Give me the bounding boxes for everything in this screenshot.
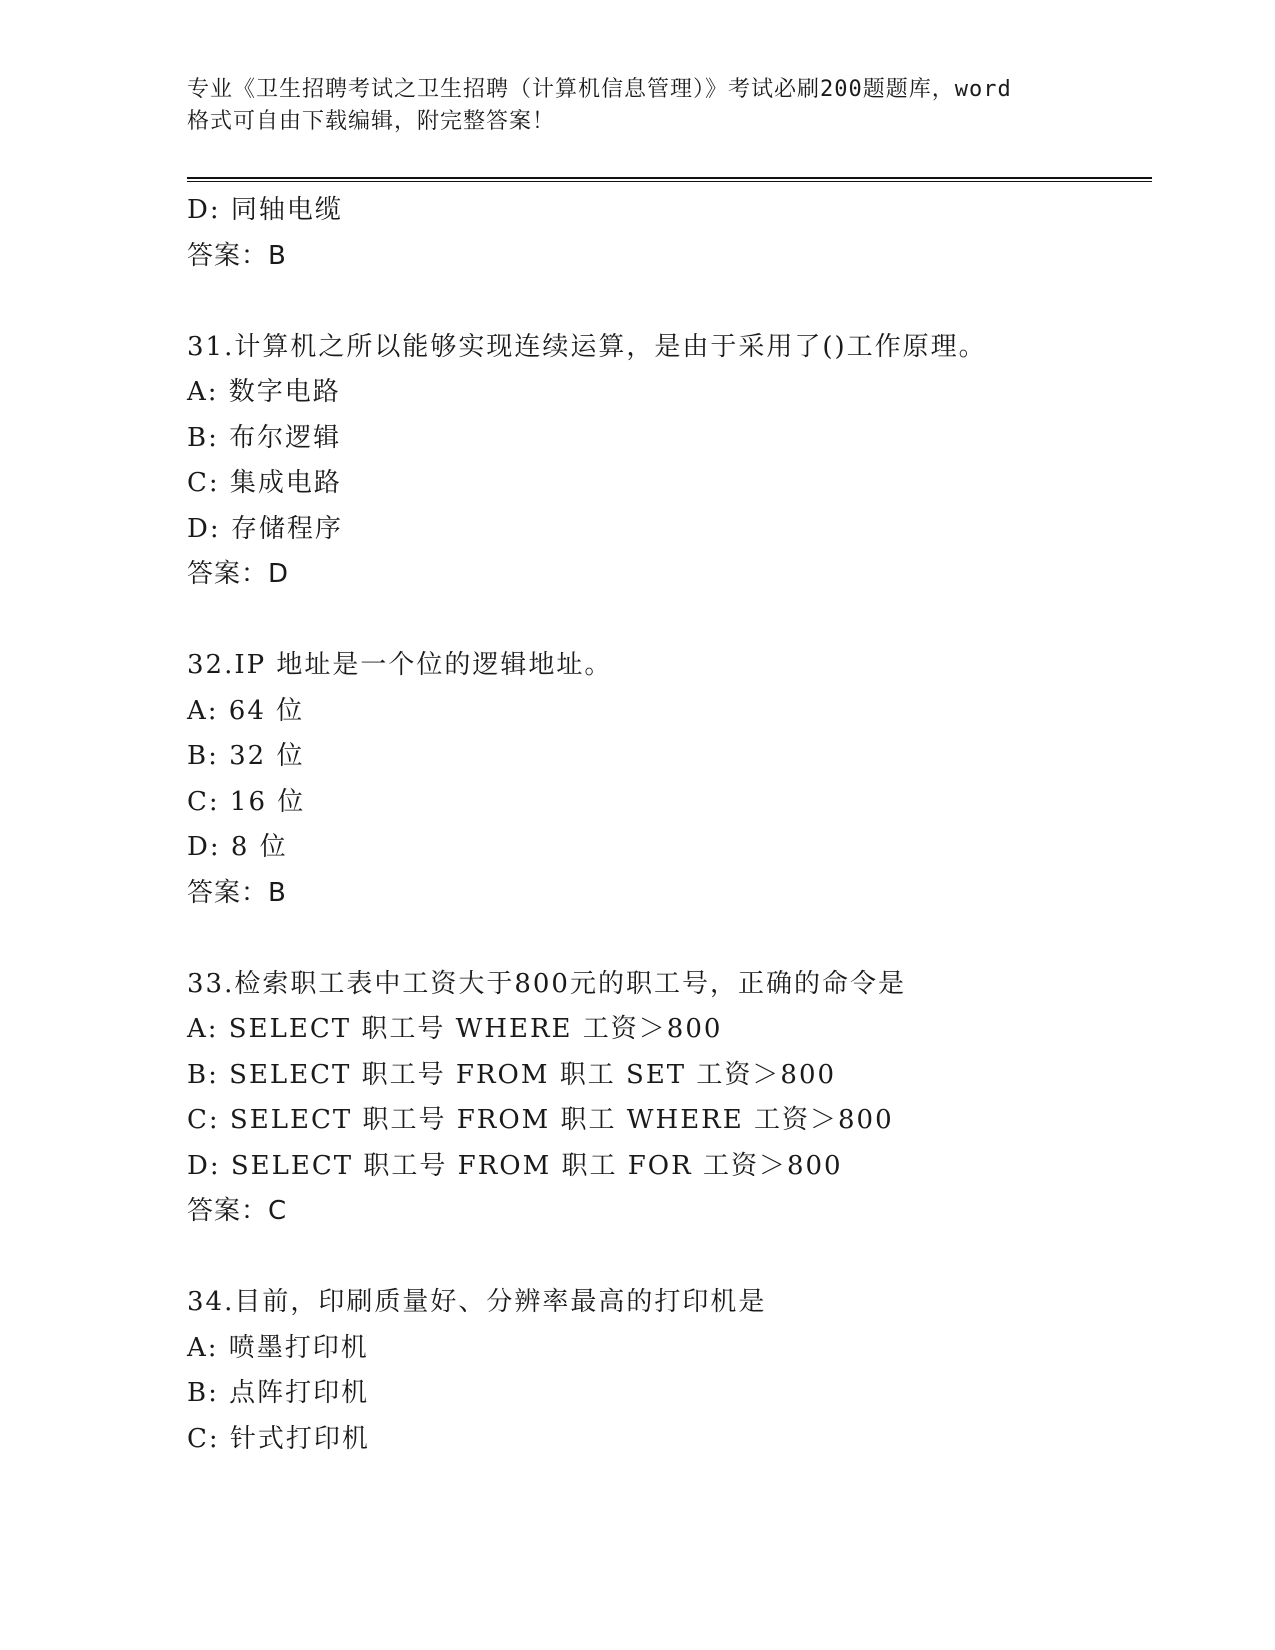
document-body (187, 188, 1147, 1462)
spacer (187, 1235, 1147, 1281)
option-b: B: 点阵打印机 (187, 1378, 370, 1408)
prev-question-answer: 答案：B (187, 240, 287, 271)
question-stem: 32.IP 地址是一个位的逻辑地址。 (187, 650, 613, 680)
question-stem: 34.目前，印刷质量好、分辨率最高的打印机是 (187, 1287, 767, 1317)
option-c: C: 16 位 (187, 786, 306, 817)
option-d: D: 存储程序 (187, 513, 343, 544)
option-c: C: SELECT 职工号 FROM 职工 WHERE 工资＞800 (187, 1105, 894, 1135)
spacer (187, 279, 1147, 325)
answer: 答案：B (187, 877, 287, 908)
answer: 答案：D (187, 559, 290, 589)
question-33 (187, 962, 1147, 1235)
option-a: A: 64 位 (187, 695, 305, 726)
prev-question-option-d: D: 同轴电缆 (187, 195, 343, 225)
option-c: C: 集成电路 (187, 468, 342, 498)
document-header (187, 74, 1087, 138)
question-stem: 33.检索职工表中工资大于800元的职工号，正确的命令是 (187, 968, 906, 999)
option-a: A: SELECT 职工号 WHERE 工资＞800 (187, 1014, 723, 1044)
option-c: C: 针式打印机 (187, 1423, 370, 1454)
spacer (187, 916, 1147, 962)
question-stem: 31.计算机之所以能够实现连续运算，是由于采用了()工作原理。 (187, 331, 987, 362)
spacer (187, 598, 1147, 644)
option-b: B: SELECT 职工号 FROM 职工 SET 工资＞800 (187, 1059, 837, 1090)
option-a: A: 数字电路 (187, 377, 341, 407)
header-line-1: 专业《卫生招聘考试之卫生招聘（计算机信息管理）》考试必刷200题题库，word (187, 77, 1012, 102)
question-34 (187, 1280, 1147, 1462)
option-d: D: SELECT 职工号 FROM 职工 FOR 工资＞800 (187, 1150, 843, 1181)
question-32 (187, 643, 1147, 916)
option-b: B: 布尔逻辑 (187, 422, 342, 453)
answer: 答案：C (187, 1196, 288, 1226)
header-line-2: 格式可自由下载编辑，附完整答案！ (187, 109, 556, 134)
option-a: A: 喷墨打印机 (187, 1332, 369, 1363)
option-b: B: 32 位 (187, 741, 305, 771)
question-31 (187, 325, 1147, 598)
option-d: D: 8 位 (187, 832, 288, 862)
header-divider (187, 177, 1152, 182)
